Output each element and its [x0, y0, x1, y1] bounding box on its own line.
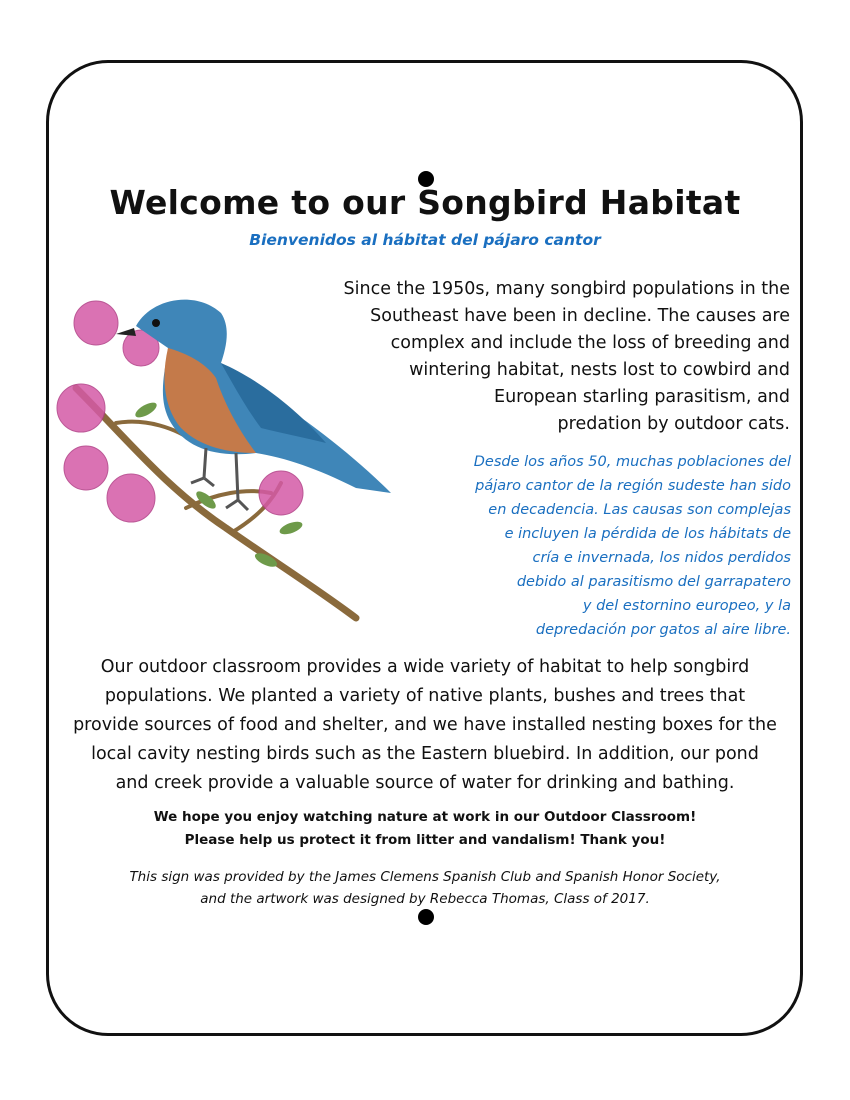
sign-credit-line: and the artwork was designed by Rebecca Thomas, Class of 2017.: [200, 891, 650, 907]
intro-english-line: predation by outdoor cats.: [557, 414, 790, 434]
mounting-hole-bottom: [418, 909, 434, 925]
intro-spanish-line: pájaro cantor de la región sudeste han sido: [475, 478, 791, 494]
sign-credit: [0, 866, 850, 910]
intro-english: [310, 276, 790, 438]
intro-spanish: [410, 450, 791, 642]
habitat-description: [56, 653, 794, 798]
intro-spanish-line: cría e invernada, los nidos perdidos: [532, 550, 791, 566]
page-subtitle-spanish: Bienvenidos al hábitat del pájaro cantor: [249, 231, 601, 249]
habitat-description-line: populations. We planted a variety of native plants, bushes and trees that: [104, 686, 746, 706]
intro-english-line: European starling parasitism, and: [494, 387, 790, 407]
closing-message-line: We hope you enjoy watching nature at work in our Outdoor Classroom!: [153, 809, 697, 825]
closing-message: [0, 806, 850, 852]
intro-spanish-line: debido al parasitismo del garrapatero: [516, 574, 791, 590]
habitat-description-line: local cavity nesting birds such as the Eastern bluebird. In addition, our pond: [91, 744, 759, 764]
intro-spanish-line: Desde los años 50, muchas poblaciones del: [473, 454, 791, 470]
closing-message-line: Please help us protect it from litter and vandalism! Thank you!: [184, 832, 666, 848]
intro-english-line: Since the 1950s, many songbird populations in the: [343, 279, 790, 299]
intro-english-line: Southeast have been in decline. The causes are: [370, 306, 790, 326]
habitat-description-line: and creek provide a valuable source of water for drinking and bathing.: [115, 773, 735, 793]
habitat-description-line: provide sources of food and shelter, and we have installed nesting boxes for the: [73, 715, 777, 735]
sign-credit-line: This sign was provided by the James Clemens Spanish Club and Spanish Honor Society,: [129, 869, 721, 885]
intro-spanish-line: y del estornino europeo, y la: [582, 598, 791, 614]
intro-english-line: complex and include the loss of breeding and: [390, 333, 790, 353]
page-title: Welcome to our Songbird Habitat: [109, 183, 741, 222]
intro-spanish-line: e incluyen la pérdida de los hábitats de: [504, 526, 791, 542]
intro-spanish-line: depredación por gatos al aire libre.: [535, 622, 791, 638]
intro-spanish-line: en decadencia. Las causas son complejas: [488, 502, 791, 518]
habitat-description-line: Our outdoor classroom provides a wide variety of habitat to help songbird: [100, 657, 750, 677]
intro-english-line: wintering habitat, nests lost to cowbird and: [409, 360, 790, 380]
